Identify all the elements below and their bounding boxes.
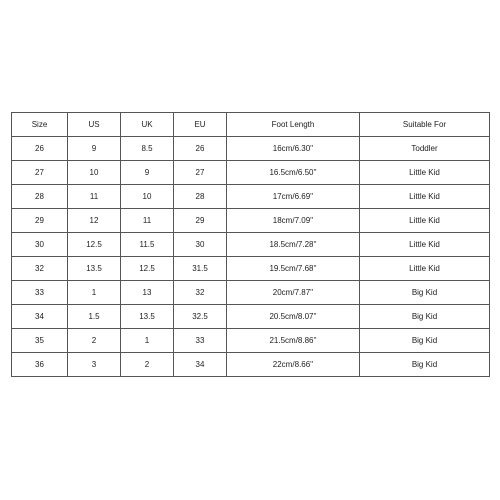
cell-size: 27: [12, 161, 68, 185]
table-row: [12, 257, 490, 281]
cell-us: 3: [68, 353, 121, 377]
cell-foot-length: 21.5cm/8.86'': [227, 329, 360, 353]
cell-suitable-for: Toddler: [360, 137, 490, 161]
cell-eu: 26: [174, 137, 227, 161]
cell-foot-length: 18cm/7.09'': [227, 209, 360, 233]
table-row: [12, 185, 490, 209]
cell-suitable-for: Little Kid: [360, 233, 490, 257]
cell-eu: 32: [174, 281, 227, 305]
table-row: [12, 137, 490, 161]
cell-us: 12.5: [68, 233, 121, 257]
cell-us: 11: [68, 185, 121, 209]
cell-foot-length: 17cm/6.69'': [227, 185, 360, 209]
cell-us: 13.5: [68, 257, 121, 281]
cell-suitable-for: Little Kid: [360, 209, 490, 233]
cell-uk: 11: [121, 209, 174, 233]
cell-foot-length: 20.5cm/8.07'': [227, 305, 360, 329]
cell-foot-length: 20cm/7.87'': [227, 281, 360, 305]
table-header-row: [12, 113, 490, 137]
cell-us: 10: [68, 161, 121, 185]
cell-us: 2: [68, 329, 121, 353]
cell-us: 12: [68, 209, 121, 233]
cell-eu: 32.5: [174, 305, 227, 329]
cell-suitable-for: Little Kid: [360, 185, 490, 209]
cell-eu: 31.5: [174, 257, 227, 281]
cell-eu: 30: [174, 233, 227, 257]
table-row: [12, 281, 490, 305]
cell-size: 29: [12, 209, 68, 233]
cell-foot-length: 22cm/8.66'': [227, 353, 360, 377]
cell-foot-length: 18.5cm/7.28'': [227, 233, 360, 257]
size-chart-table: [11, 112, 490, 377]
cell-size: 36: [12, 353, 68, 377]
cell-suitable-for: Big Kid: [360, 281, 490, 305]
cell-uk: 8.5: [121, 137, 174, 161]
cell-uk: 1: [121, 329, 174, 353]
cell-suitable-for: Big Kid: [360, 329, 490, 353]
cell-uk: 13.5: [121, 305, 174, 329]
header-foot-length: Foot Length: [227, 113, 360, 137]
cell-uk: 12.5: [121, 257, 174, 281]
table-row: [12, 329, 490, 353]
cell-eu: 28: [174, 185, 227, 209]
header-suitable-for: Suitable For: [360, 113, 490, 137]
cell-uk: 2: [121, 353, 174, 377]
cell-uk: 11.5: [121, 233, 174, 257]
cell-suitable-for: Big Kid: [360, 353, 490, 377]
cell-suitable-for: Big Kid: [360, 305, 490, 329]
cell-size: 34: [12, 305, 68, 329]
cell-us: 9: [68, 137, 121, 161]
cell-foot-length: 16cm/6.30'': [227, 137, 360, 161]
cell-eu: 27: [174, 161, 227, 185]
cell-eu: 33: [174, 329, 227, 353]
table-row: [12, 305, 490, 329]
cell-uk: 9: [121, 161, 174, 185]
cell-us: 1.5: [68, 305, 121, 329]
cell-suitable-for: Little Kid: [360, 257, 490, 281]
cell-size: 30: [12, 233, 68, 257]
cell-foot-length: 19.5cm/7.68'': [227, 257, 360, 281]
cell-size: 32: [12, 257, 68, 281]
table-row: [12, 353, 490, 377]
cell-eu: 34: [174, 353, 227, 377]
table-row: [12, 209, 490, 233]
table-row: [12, 161, 490, 185]
cell-us: 1: [68, 281, 121, 305]
header-us: US: [68, 113, 121, 137]
header-uk: UK: [121, 113, 174, 137]
cell-uk: 13: [121, 281, 174, 305]
cell-suitable-for: Little Kid: [360, 161, 490, 185]
cell-size: 35: [12, 329, 68, 353]
header-size: Size: [12, 113, 68, 137]
table-row: [12, 233, 490, 257]
cell-size: 26: [12, 137, 68, 161]
table-body: [12, 137, 490, 377]
cell-size: 33: [12, 281, 68, 305]
header-eu: EU: [174, 113, 227, 137]
cell-size: 28: [12, 185, 68, 209]
cell-uk: 10: [121, 185, 174, 209]
cell-eu: 29: [174, 209, 227, 233]
cell-foot-length: 16.5cm/6.50'': [227, 161, 360, 185]
